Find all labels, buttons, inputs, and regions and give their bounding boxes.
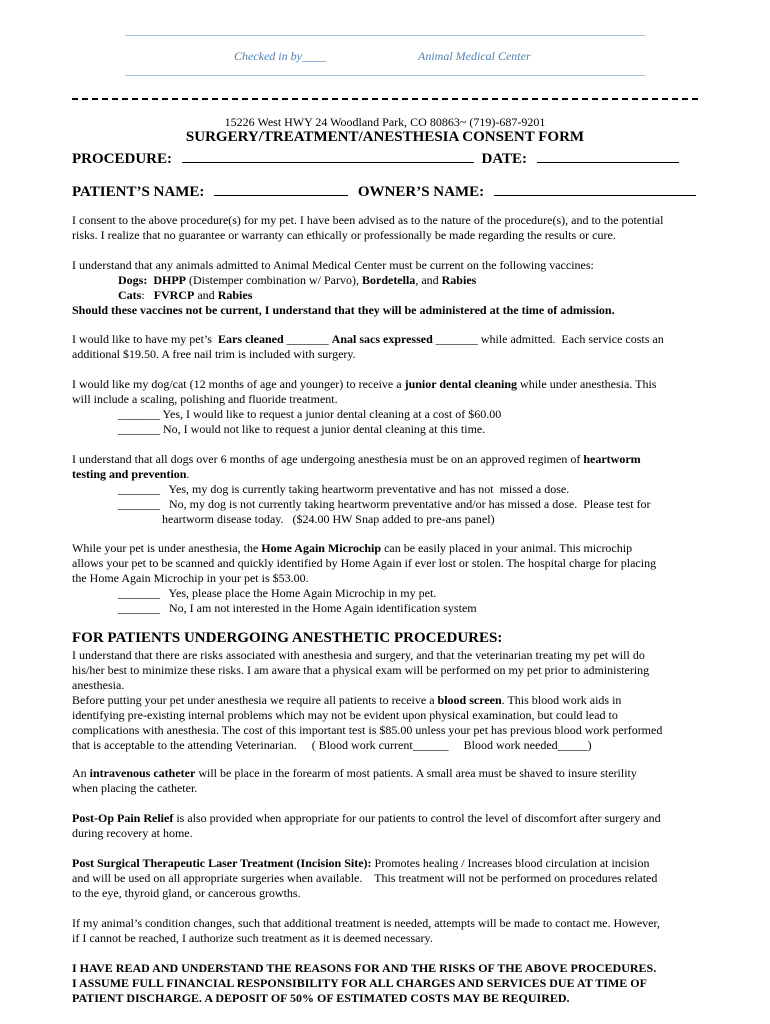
consent-paragraph: [72, 213, 698, 243]
form-title: SURGERY/TREATMENT/ANESTHESIA CONSENT FORM: [185, 129, 585, 145]
anesthetic-section: I understand that there are risks associated with anesthesia and surgery, and that the veterinarian treating my pet will do his/her best to minimize these risks. I am aware that a physical exam will be performed on my pet prior to administering anesthesia. Before putting your pet under anesthesia we require all patients to receive a blood screen. This blood work aids in identifying pre-existing internal problems which may not be evident upon physical examination, but could lead to complications with anesthesia. The cost of this important test is $85.00 unless your pet has previous blood work performed that is acceptable to the attending Veterinarian. ( Blood work current______ Blood work needed_____): [72, 648, 698, 753]
dental-no-option[interactable]: _______ No, I would not like to request a junior dental cleaning at this time.: [118, 422, 486, 436]
catheter-section: An intravenous catheter will be place in the forearm of most patients. A small area must be shaved to insure sterility when placing the catheter.: [72, 766, 637, 795]
consent-line: risks. I realize that no guarantee or warranty can ethically or professionally be made regarding the results or cure.: [72, 228, 616, 242]
dental-section: I would like my dog/cat (12 months of age and younger) to receive a junior dental cleaning while under anesthesia. This will include a scaling, polishing and fluoride treatment. _______ Yes, I would like to request a junior dental cleaning at a cost of $60.00 _______ No, I would not like to request a junior dental cleaning at this time.: [72, 377, 698, 437]
vaccines-intro: I understand that any animals admitted to Animal Medical Center must be current on the following vaccines:: [72, 258, 594, 272]
patient-name-label: PATIENT’S NAME:: [72, 184, 205, 200]
owner-name-field[interactable]: [494, 182, 696, 196]
blood-work-options[interactable]: that is acceptable to the attending Veterinarian. ( Blood work current______ Blood work needed_____): [72, 738, 592, 752]
heartworm-no-option[interactable]: _______ No, my dog is not currently taking heartworm preventative and/or has missed a dose. Please test for: [118, 497, 651, 511]
checked-in-label: Checked in by____: [234, 49, 326, 63]
microchip-section: While your pet is under anesthesia, the Home Again Microchip can be easily placed in your animal. This microchip allows your pet to be scanned and quickly identified by Home Again if ever lost or stolen. The hospital charge for placing the Home Again Microchip in your pet is $53.00. _______ Yes, please place the Home Again Microchip in my pet. _______ No, I am not interested in the Home Again identification system: [72, 541, 698, 616]
procedure-row: [72, 149, 679, 168]
procedure-label: PROCEDURE:: [72, 151, 172, 167]
anesthetic-heading: FOR PATIENTS UNDERGOING ANESTHETIC PROCEDURES:: [72, 630, 503, 646]
header-top-rule: [125, 35, 645, 36]
cats-vaccines: Cats: FVRCP and Rabies: [118, 288, 253, 302]
laser-section: Post Surgical Therapeutic Laser Treatment (Incision Site): Promotes healing / Increases blood circulation at incision and will be used on all appropriate surgeries when available. This treatment will not be performed on procedures related to the eye, thyroid gland, or cancerous growths.: [72, 856, 658, 900]
date-label: DATE:: [481, 151, 528, 167]
names-row: [72, 182, 696, 201]
dogs-vaccines: Dogs: DHPP (Distemper combination w/ Parvo), Bordetella, and Rabies: [118, 273, 477, 287]
pain-relief-section: Post-Op Pain Relief is also provided when appropriate for our patients to control the level of discomfort after surgery and during recovery at home.: [72, 811, 661, 840]
consent-line: I consent to the above procedure(s) for my pet. I have been advised as to the nature of the procedure(s), and to the potential: [72, 213, 664, 227]
owner-name-label: OWNER’S NAME:: [357, 184, 485, 200]
date-field[interactable]: [537, 149, 679, 163]
procedure-field[interactable]: [182, 149, 474, 163]
grooming-section: I would like to have my pet’s Ears cleaned _______ Anal sacs expressed _______ while admitted. Each service costs an additional $19.50. A free nail trim is included with surgery.: [72, 332, 664, 361]
vaccines-section: [72, 258, 698, 318]
heartworm-yes-option[interactable]: _______ Yes, my dog is currently taking heartworm preventative and has not missed a dose.: [118, 482, 570, 496]
final-statement: I HAVE READ AND UNDERSTAND THE REASONS FOR AND THE RISKS OF THE ABOVE PROCEDURES. I ASSUME FULL FINANCIAL RESPONSIBILITY FOR ALL CHARGES AND SERVICES DUE AT TIME OF PATIENT DISCHARGE. A DEPOSIT OF 50% OF ESTIMATED COSTS MAY BE REQUIRED.: [72, 961, 657, 1005]
vaccines-notice: Should these vaccines not be current, I understand that they will be administered at the time of admission.: [72, 303, 615, 317]
heartworm-section: I understand that all dogs over 6 months of age undergoing anesthesia must be on an approved regimen of heartworm testing and prevention. _______ Yes, my dog is currently taking heartworm preventative and has not missed a dose. _______ No, my dog is not currently taking heartworm preventative and/or has missed a dose. Please test for heartworm disease today. ($24.00 HW Snap added to pre-ans panel): [72, 452, 698, 527]
header-bottom-rule: [125, 75, 645, 76]
dental-yes-option[interactable]: _______ Yes, I would like to request a junior dental cleaning at a cost of $60.00: [118, 407, 502, 421]
ears-cleaned-blank[interactable]: _______: [283, 332, 332, 346]
microchip-yes-option[interactable]: _______ Yes, please place the Home Again Microchip in my pet.: [118, 586, 437, 600]
dashed-divider: [72, 98, 698, 100]
condition-section: If my animal’s condition changes, such that additional treatment is needed, attempts will be made to contact me. However, if I cannot be reached, I authorize such treatment as it is deemed necessary.: [72, 916, 661, 945]
microchip-no-option[interactable]: _______ No, I am not interested in the Home Again identification system: [118, 601, 477, 615]
patient-name-field[interactable]: [214, 182, 348, 196]
clinic-name: Animal Medical Center: [418, 49, 531, 63]
anal-sacs-blank[interactable]: _______ while admitted. Each service costs an: [432, 332, 664, 346]
clinic-address: 15226 West HWY 24 Woodland Park, CO 80863~ (719)-687-9201: [224, 115, 546, 129]
